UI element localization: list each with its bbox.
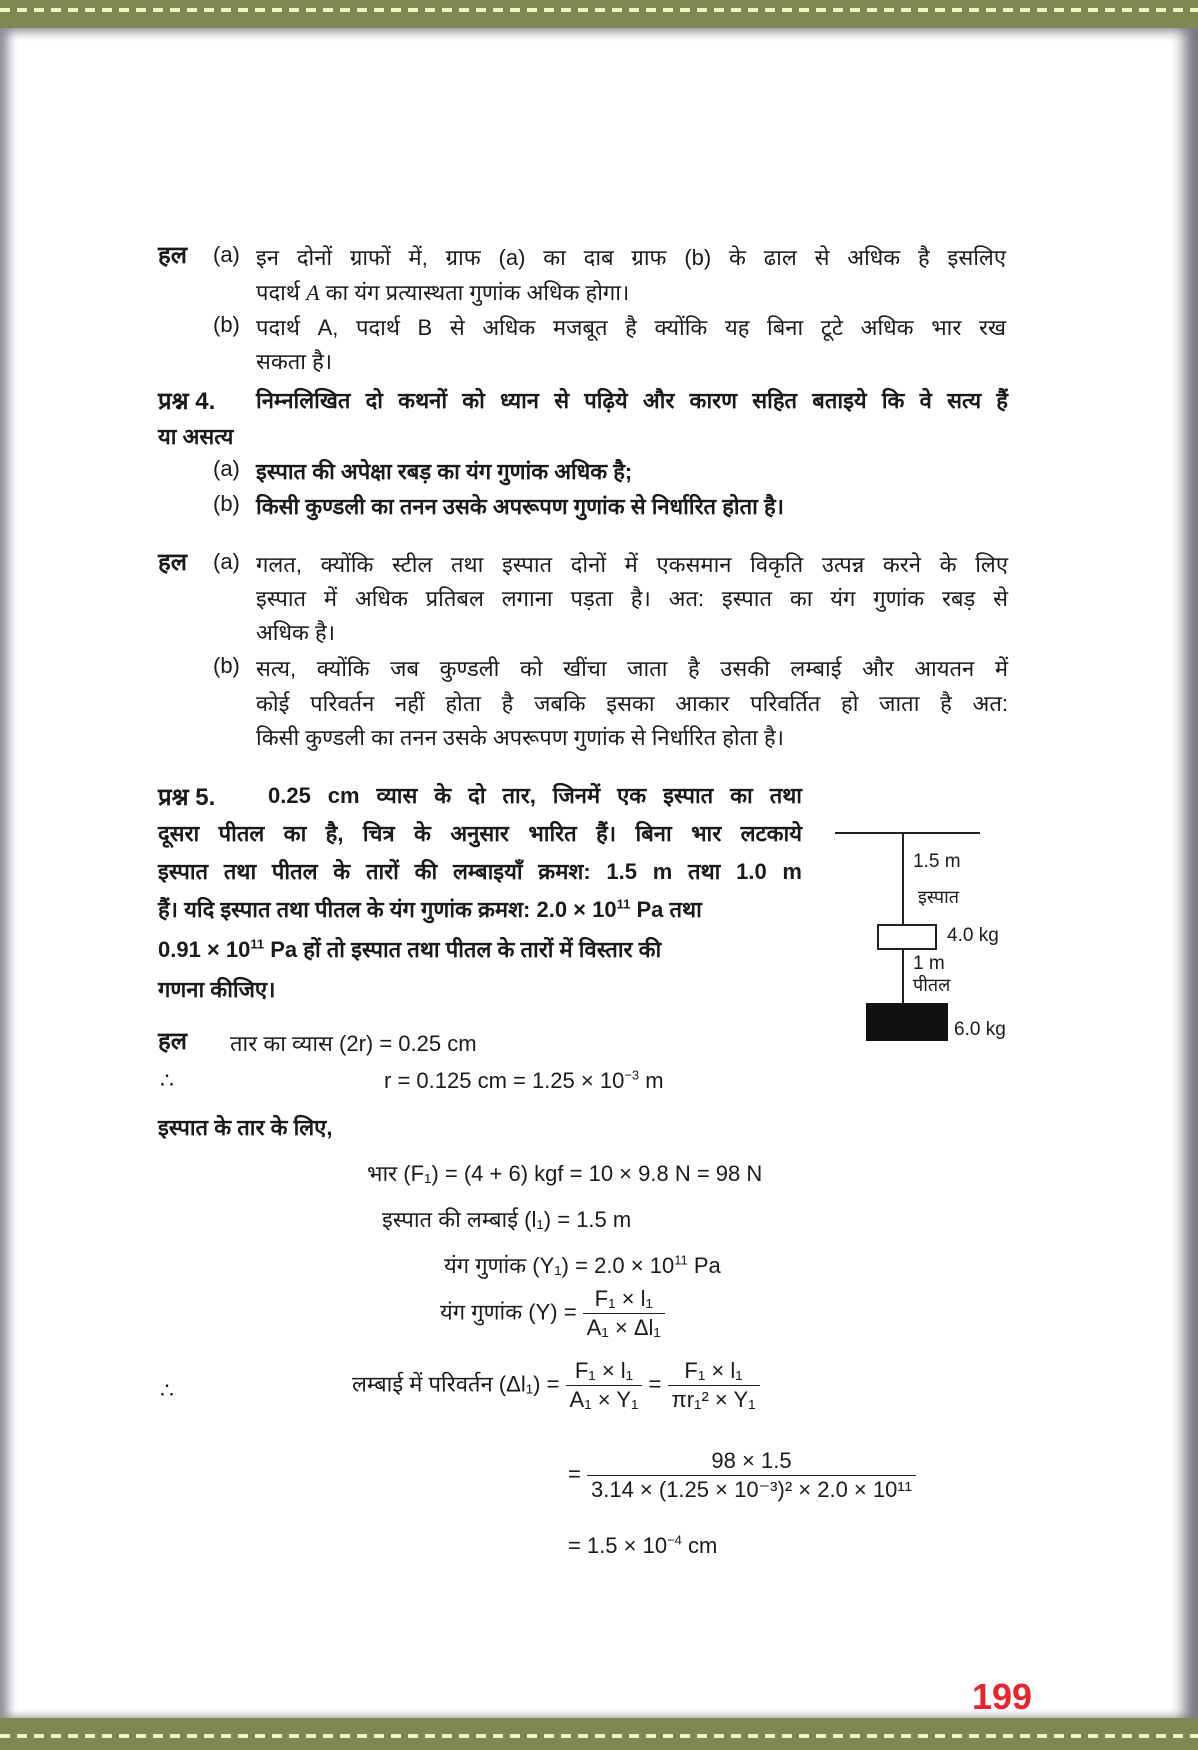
sol4-a-line2: इस्पात में अधिक प्रतिबल लगाना पड़ता है। अत: इस्पात का यंग गुणांक रबड़ से xyxy=(256,586,1008,611)
numerator: F₁ × l₁ xyxy=(668,1358,760,1386)
q5-line6: गणना कीजिए। xyxy=(158,977,276,1002)
weight-line: भार (F₁) = (4 + 6) kgf = 10 × 9.8 N = 98 N xyxy=(367,1161,763,1186)
text: पदार्थ xyxy=(256,280,300,305)
text: यंग गुणांक (Y₁) = 2.0 × 10 xyxy=(444,1253,675,1278)
text: Pa हों तो इस्पात तथा पीतल के तारों में विस्तार की xyxy=(264,937,662,962)
q5-label: प्रश्न 5. xyxy=(158,784,216,811)
sol4-label: हल xyxy=(158,549,188,576)
mass1-label: 4.0 kg xyxy=(947,925,999,946)
brass-length-label: 1 m xyxy=(913,953,945,974)
young-value-line xyxy=(444,1250,721,1280)
top-stitch-border xyxy=(0,8,1198,12)
calc-fraction xyxy=(587,1448,916,1503)
sol4-a-line3: अधिक है। xyxy=(256,620,336,645)
calc-line xyxy=(568,1448,916,1503)
exponent: 11 xyxy=(616,896,631,912)
sol3-b-line2: सकता है। xyxy=(256,349,333,374)
young-formula-fraction xyxy=(583,1286,665,1341)
steel-label: इस्पात xyxy=(918,887,959,907)
sol5-diameter: तार का व्यास (2r) = 0.25 cm xyxy=(230,1031,477,1056)
q4-a-text: इस्पात की अपेक्षा रबड़ का यंग गुणांक अधिक है; xyxy=(256,459,633,484)
sol4-b-marker: (b) xyxy=(213,653,240,678)
mass-4kg-block xyxy=(878,925,936,949)
text: Pa xyxy=(687,1253,721,1278)
sol5-radius xyxy=(384,1068,664,1094)
wire-diagram xyxy=(830,823,1030,1063)
q4-b-text: किसी कुण्डली का तनन उसके अपरूपण गुणांक से निर्धारित होता है। xyxy=(256,494,784,519)
numerator: 98 × 1.5 xyxy=(587,1448,916,1476)
denominator: A₁ × Δl₁ xyxy=(586,1315,661,1340)
denominator: A₁ × Y₁ xyxy=(569,1387,639,1412)
brass-label: पीतल xyxy=(913,975,951,995)
exponent: −4 xyxy=(667,1532,682,1548)
denominator: 3.14 × (1.25 × 10⁻³)² × 2.0 × 10¹¹ xyxy=(590,1477,913,1502)
therefore-symbol: ∴ xyxy=(160,1068,174,1093)
page-number: 199 xyxy=(972,1676,1033,1717)
sol4-a-marker: (a) xyxy=(213,549,240,574)
equals-sign: = xyxy=(568,1461,581,1487)
result-line xyxy=(568,1533,717,1559)
sol3-label: हल xyxy=(158,242,188,269)
young-formula-line xyxy=(440,1286,665,1341)
text: का यंग प्रत्यास्थता गुणांक अधिक होगा। xyxy=(325,280,630,305)
length-line: इस्पात की लम्बाई (l₁) = 1.5 m xyxy=(382,1207,632,1232)
text: = 1.5 × 10 xyxy=(568,1533,668,1558)
sol3-a-marker: (a) xyxy=(213,242,240,267)
delta-formula-line xyxy=(352,1358,760,1413)
numerator: F₁ × l₁ xyxy=(583,1286,665,1314)
denominator: πr₁² × Y₁ xyxy=(671,1387,756,1412)
sol3-a-line1: इन दोनों ग्राफों में, ग्राफ (a) का दाब ग्राफ (b) के ढाल से अधिक है इसलिए xyxy=(256,245,1006,270)
numerator: F₁ × l₁ xyxy=(566,1358,643,1386)
delta-fraction-1 xyxy=(566,1358,643,1413)
exponent: 11 xyxy=(250,936,265,952)
sol4-b-line3: किसी कुण्डली का तनन उसके अपरूपण गुणांक से निर्धारित होता है। xyxy=(256,725,784,750)
q5-line4 xyxy=(158,894,802,924)
q4-line2: या असत्य xyxy=(158,424,234,449)
equals-sign: = xyxy=(648,1371,662,1397)
exponent: 11 xyxy=(674,1252,688,1268)
steel-heading: इस्पात के तार के लिए, xyxy=(158,1115,333,1140)
page-sheet xyxy=(0,28,1198,1718)
bottom-stitch-border xyxy=(0,1734,1198,1738)
exponent: −3 xyxy=(624,1067,640,1083)
var-a: A xyxy=(306,280,320,305)
sol4-a-line1: गलत, क्योंकि स्टील तथा इस्पात दोनों में एकसमान विकृति उत्पन्न करने के लिए xyxy=(256,552,1008,577)
sol3-b-line1: पदार्थ A, पदार्थ B से अधिक मजबूत है क्योंकि यह बिना टूटे अधिक भार रख xyxy=(256,315,1006,340)
text: cm xyxy=(681,1533,718,1558)
text: m xyxy=(639,1068,664,1093)
text: 0.91 × 10 xyxy=(158,937,251,962)
young-formula-lhs: यंग गुणांक (Y) = xyxy=(440,1299,577,1325)
delta-fraction-2 xyxy=(668,1358,760,1413)
text: Pa तथा xyxy=(630,897,702,922)
q5-line2: दूसरा पीतल का है, चित्र के अनुसार भारित हैं। बिना भार लटकाये xyxy=(158,821,802,846)
q4-label: प्रश्न 4. xyxy=(158,388,216,415)
text: r = 0.125 cm = 1.25 × 10 xyxy=(384,1068,625,1093)
mass2-label: 6.0 kg xyxy=(954,1019,1006,1040)
steel-length-label: 1.5 m xyxy=(913,851,961,872)
q4-a-marker: (a) xyxy=(213,456,240,481)
q4-line1: निम्नलिखित दो कथनों को ध्यान से पढ़िये और कारण सहित बताइये कि वे सत्य हैं xyxy=(256,388,1008,413)
text: हैं। यदि इस्पात तथा पीतल के यंग गुणांक क्रमश: 2.0 × 10 xyxy=(158,897,617,922)
q4-b-marker: (b) xyxy=(213,491,240,516)
q5-line5 xyxy=(158,934,802,964)
q5-line1: 0.25 cm व्यास के दो तार, जिनमें एक इस्पात का तथा xyxy=(268,783,802,808)
q5-line3: इस्पात तथा पीतल के तारों की लम्बाइयाँ क्रमश: 1.5 m तथा 1.0 m xyxy=(158,859,802,884)
sol3-a-line2 xyxy=(256,277,629,307)
mass-6kg-block xyxy=(866,1003,948,1041)
sol4-b-line2: कोई परिवर्तन नहीं होता है जबकि इसका आकार परिवर्तित हो जाता है अत: xyxy=(256,691,1008,716)
sol4-b-line1: सत्य, क्योंकि जब कुण्डली को खींचा जाता है उसकी लम्बाई और आयतन में xyxy=(256,656,1008,681)
therefore-symbol-2: ∴ xyxy=(160,1378,174,1403)
delta-lhs: लम्बाई में परिवर्तन (Δl₁) = xyxy=(352,1371,560,1397)
sol5-label: हल xyxy=(158,1028,188,1055)
sol3-b-marker: (b) xyxy=(213,312,240,337)
